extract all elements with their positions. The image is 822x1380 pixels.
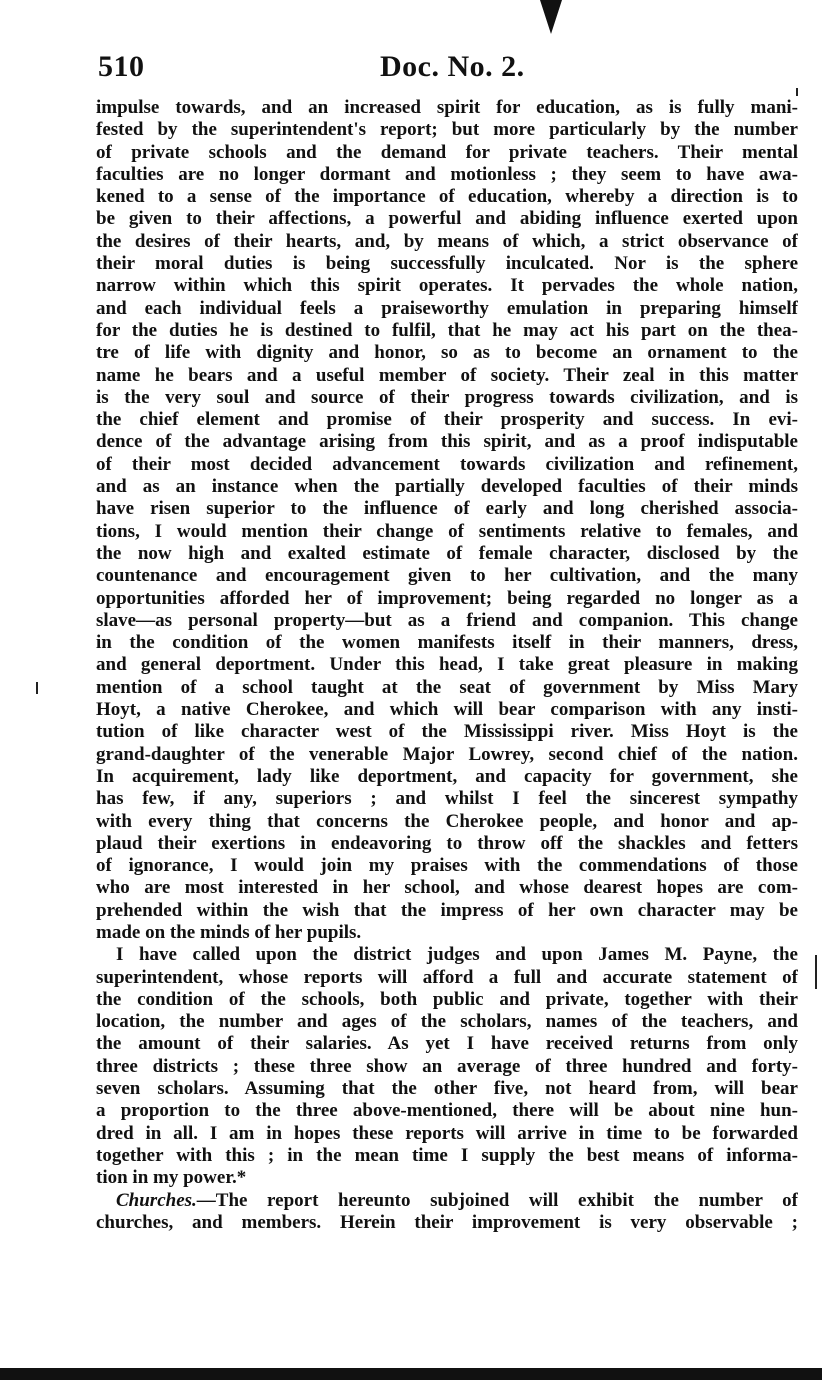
text-line: the desires of their hearts, and, by means of which, a strict observance of xyxy=(96,230,798,252)
text-line: together with this ; in the mean time I supply the best means of informa- xyxy=(96,1144,798,1166)
text-line: has few, if any, superiors ; and whilst I feel the sincerest sympathy xyxy=(96,788,798,810)
text-line: and as an instance when the partially developed faculties of their minds xyxy=(96,476,798,498)
text-line: have risen superior to the influence of early and long cherished associa- xyxy=(96,498,798,520)
text-line: the amount of their salaries. As yet I have received returns from only xyxy=(96,1033,798,1055)
text-line: impulse towards, and an increased spirit for education, as is fully mani- xyxy=(96,97,798,118)
page-edge xyxy=(0,1368,822,1380)
text-line: and general deportment. Under this head, I take great pleasure in making xyxy=(96,654,798,676)
text-line: tions, I would mention their change of sentiments relative to females, and xyxy=(96,520,798,542)
churches-heading: Churches. xyxy=(116,1189,197,1211)
text-line: prehended within the wish that the impress of her own character may be xyxy=(96,899,798,921)
text-line: narrow within which this spirit operates. It pervades the whole nation, xyxy=(96,275,798,297)
text-line: slave—as personal property—but as a friend and companion. This change xyxy=(96,609,798,631)
text-line: fested by the superintendent's report; but more particularly by the number xyxy=(96,119,798,141)
text-line: the chief element and promise of their prosperity and success. In evi- xyxy=(96,409,798,431)
text-line: opportunities afforded her of improvement; being regarded no longer as a xyxy=(96,587,798,609)
document-title: Doc. No. 2. xyxy=(380,50,525,83)
text-line: faculties are no longer dormant and motionless ; they seem to have awa- xyxy=(96,163,798,185)
churches-line xyxy=(96,1190,798,1212)
text-line: kened to a sense of the importance of education, whereby a direction is to xyxy=(96,186,798,208)
text-line: of ignorance, I would join my praises with the commendations of those xyxy=(96,855,798,877)
text-line: churches, and members. Herein their improvement is very observable ; xyxy=(96,1211,798,1233)
text-line: a proportion to the three above-mentioned, there will be about nine hun- xyxy=(96,1100,798,1122)
text-line: is the very soul and source of their progress towards civilization, and is xyxy=(96,386,798,408)
text-line: three districts ; these three show an average of three hundred and forty- xyxy=(96,1055,798,1077)
margin-mark xyxy=(36,682,38,694)
text-line: be given to their affections, a powerful and abiding influence exerted upon xyxy=(96,208,798,230)
text-line: mention of a school taught at the seat of government by Miss Mary xyxy=(96,676,798,698)
text-line: for the duties he is destined to fulfil, that he may act his part on the thea- xyxy=(96,319,798,341)
text-line: the now high and exalted estimate of female character, disclosed by the xyxy=(96,542,798,564)
text-line: In acquirement, lady like deportment, and capacity for government, she xyxy=(96,765,798,787)
text-line: superintendent, whose reports will afford a full and accurate statement of xyxy=(96,966,798,988)
text-line: made on the minds of her pupils. xyxy=(96,921,362,943)
text-line: tion in my power.* xyxy=(96,1167,247,1189)
text-line: tution of like character west of the Mississippi river. Miss Hoyt is the xyxy=(96,721,798,743)
text-line: dence of the advantage arising from this spirit, and as a proof indisputable xyxy=(96,431,798,453)
corner-mark xyxy=(540,0,562,34)
text-line: location, the number and ages of the scholars, names of the teachers, and xyxy=(96,1011,798,1033)
text-line: who are most interested in her school, and whose dearest hopes are com- xyxy=(96,877,798,899)
text-line: tre of life with dignity and honor, so as to become an ornament to the xyxy=(96,342,798,364)
text-line: Hoyt, a native Cherokee, and which will bear comparison with any insti- xyxy=(96,699,798,721)
text-line: their moral duties is being successfully inculcated. Nor is the sphere xyxy=(96,253,798,275)
text-line: of their most decided advancement towards civilization and refinement, xyxy=(96,453,798,475)
text-line: dred in all. I am in hopes these reports will arrive in time to be forwarded xyxy=(96,1122,798,1144)
text-line: and each individual feels a praiseworthy emulation in preparing himself xyxy=(96,297,798,319)
page-number: 510 xyxy=(98,50,145,83)
text-line: with every thing that concerns the Cherokee people, and honor and ap- xyxy=(96,810,798,832)
text-line: seven scholars. Assuming that the other five, not heard from, will bear xyxy=(96,1078,798,1100)
text-line: the condition of the schools, both public and private, together with their xyxy=(96,988,798,1010)
page-header xyxy=(98,50,798,90)
page-body-text xyxy=(96,97,798,1234)
margin-mark xyxy=(796,88,798,96)
churches-text: —The report hereunto subjoined will exhibit the number of xyxy=(196,1189,798,1211)
margin-mark xyxy=(815,955,817,989)
text-line: name he bears and a useful member of society. Their zeal in this matter xyxy=(96,364,798,386)
text-line: countenance and encouragement given to her cultivation, and the many xyxy=(96,565,798,587)
text-line: I have called upon the district judges and upon James M. Payne, the xyxy=(116,944,798,966)
text-line: plaud their exertions in endeavoring to throw off the shackles and fetters xyxy=(96,832,798,854)
text-line: grand-daughter of the venerable Major Lowrey, second chief of the nation. xyxy=(96,743,798,765)
text-line: in the condition of the women manifests itself in their manners, dress, xyxy=(96,632,798,654)
text-line: of private schools and the demand for private teachers. Their mental xyxy=(96,141,798,163)
